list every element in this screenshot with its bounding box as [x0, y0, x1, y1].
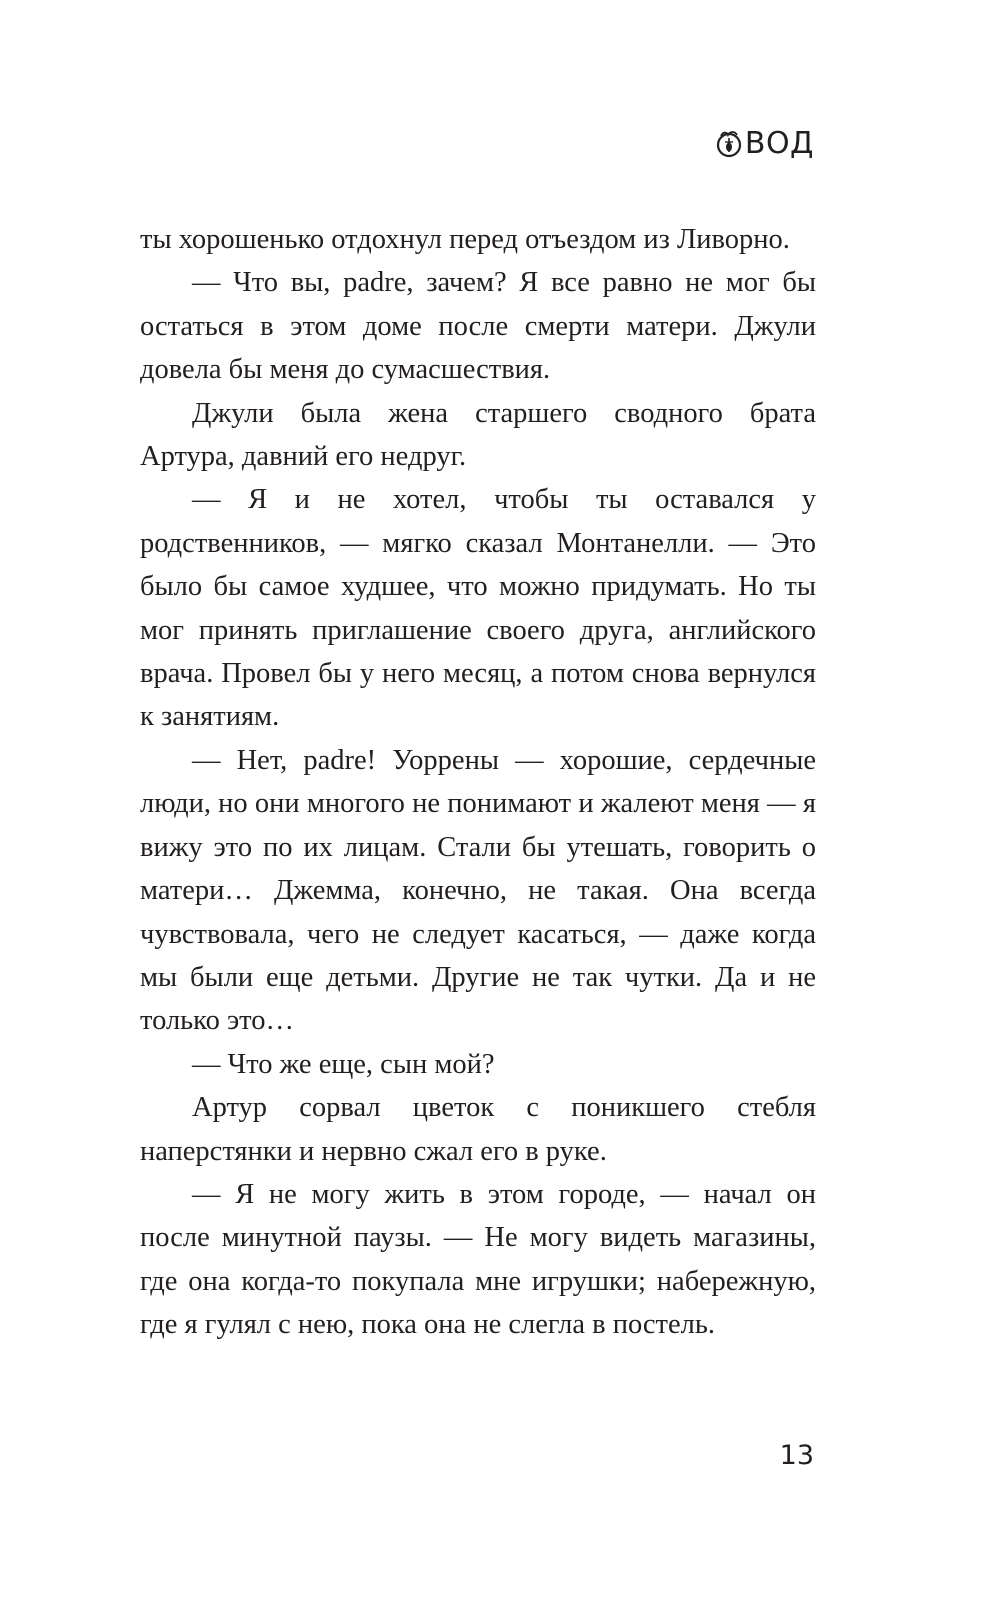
paragraph: — Я не могу жить в этом городе, — начал он после минутной паузы. — Не могу видеть магазины, где она когда-то покупала мне игрушки; набережную, где я гулял с нею, пока она не слегла в постель. — [140, 1178, 816, 1341]
paragraph: — Что же еще, сын мой? — [192, 1048, 495, 1080]
paragraph: ты хорошенько отдохнул перед отъездом из Ливорно. — [140, 224, 790, 255]
paragraph: — Нет, padre! Уоррены — хорошие, сердечные люди, но они многого не понимают и жалеют меня — я вижу это по их лицам. Стали бы утешать, говорить о матери… Джемма, конечно, не такая. Она всегда чувствовала, чего не следует касаться, — даже когда мы были еще детьми. Другие не так чутки. Да и не только это… — [140, 744, 816, 1037]
paragraph: — Я и не хотел, чтобы ты оставался у родственников, — мягко сказал Монтанелли. — Это было бы самое худшее, что можно придумать. Но ты мог принять приглашение своего друга, английского врача. Провел бы у него месяц, а потом снова вернулся к занятиям. — [140, 484, 816, 733]
gadfly-emblem-icon — [714, 129, 744, 159]
paragraph: — Что вы, padre, зачем? Я все равно не мог бы остаться в этом доме после смерти матери. Джули довела бы меня до сумасшествия. — [140, 267, 816, 386]
paragraph: Артур сорвал цветок с поникшего стебля наперстянки и нервно сжал его в руке. — [140, 1092, 816, 1167]
body-text — [140, 218, 816, 1347]
paragraph: Джули была жена старшего сводного брата Артура, давний его недруг. — [140, 397, 816, 473]
running-title: ВОД — [744, 126, 814, 161]
running-head — [714, 126, 814, 161]
page-number: 13 — [779, 1440, 814, 1471]
